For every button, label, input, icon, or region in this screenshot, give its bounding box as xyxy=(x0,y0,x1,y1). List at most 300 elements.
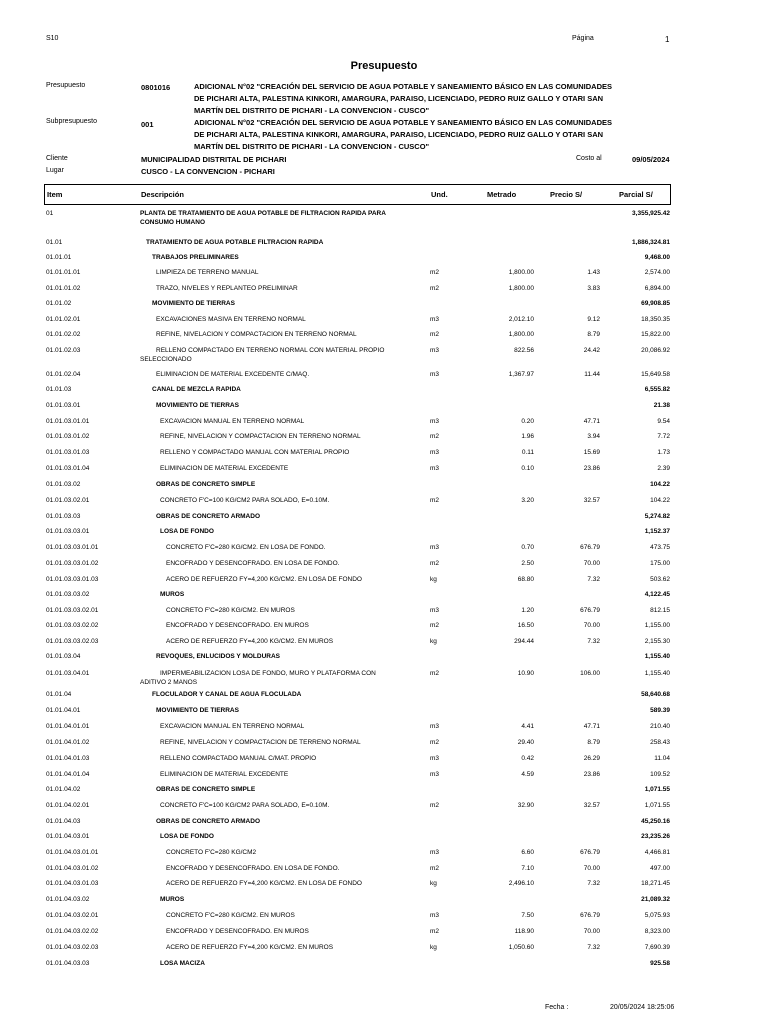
row-item-code: 01.01.03.01.02 xyxy=(46,433,90,440)
table-row xyxy=(0,300,768,316)
col-und: Und. xyxy=(431,190,448,199)
row-item-code: 01.01.03.01.04 xyxy=(46,465,90,472)
row-item-code: 01 xyxy=(46,210,54,217)
row-metrado: 118.90 xyxy=(514,928,534,935)
row-description: LOSA MACIZA xyxy=(160,960,205,967)
row-metrado: 1,050.60 xyxy=(508,944,534,951)
table-row xyxy=(0,896,768,912)
row-precio: 26.29 xyxy=(583,755,600,762)
row-description: RELLENO COMPACTADO EN TERRENO NORMAL CON MATERIAL PROPIO xyxy=(156,347,385,354)
row-description: ENCOFRADO Y DESENCOFRADO. EN MUROS xyxy=(166,928,309,935)
table-row xyxy=(0,591,768,607)
row-parcial: 21.38 xyxy=(653,402,670,409)
costo-date: 09/05/2024 xyxy=(632,155,670,164)
row-metrado: 4.59 xyxy=(521,771,534,778)
col-parcial: Parcial S/ xyxy=(619,190,653,199)
row-description: CONCRETO F'C=280 KG/CM2 xyxy=(166,849,257,856)
row-description: RELLENO Y COMPACTADO MANUAL CON MATERIAL PROPIO xyxy=(160,449,350,456)
table-row xyxy=(0,210,768,226)
table-row xyxy=(0,418,768,434)
row-parcial: 9.54 xyxy=(657,418,670,425)
table-row xyxy=(0,347,768,363)
row-precio: 47.71 xyxy=(583,723,600,730)
row-parcial: 11.04 xyxy=(654,755,670,762)
row-parcial: 20,086.92 xyxy=(641,347,670,354)
row-item-code: 01.01.03.02.01 xyxy=(46,497,90,504)
row-description: TRAZO, NIVELES Y REPLANTEO PRELIMINAR xyxy=(156,285,298,292)
table-row xyxy=(0,254,768,270)
row-parcial: 175.00 xyxy=(650,560,670,567)
row-precio: 70.00 xyxy=(583,622,600,629)
row-precio: 7.32 xyxy=(587,576,600,583)
row-description: MOVIMIENTO DE TIERRAS xyxy=(156,707,239,714)
table-row xyxy=(0,755,768,771)
table-row xyxy=(0,449,768,465)
row-description: EXCAVACION MANUAL EN TERRENO NORMAL xyxy=(160,723,305,730)
row-precio: 15.69 xyxy=(583,449,600,456)
row-precio: 8.79 xyxy=(587,739,600,746)
page-label: Página xyxy=(572,35,594,42)
row-item-code: 01.01.02.01 xyxy=(46,316,81,323)
row-unit: m2 xyxy=(430,928,440,935)
row-description: ACERO DE REFUERZO FY=4,200 KG/CM2. EN LOSA DE FONDO xyxy=(166,576,362,583)
fecha-value: 20/05/2024 18:25:06 xyxy=(610,1004,675,1011)
row-unit: m3 xyxy=(430,771,440,778)
row-description-cont: ADITIVO 2 MANOS xyxy=(140,679,198,686)
row-precio: 11.44 xyxy=(584,371,600,378)
row-parcial: 23,235.26 xyxy=(641,833,670,840)
row-unit: kg xyxy=(430,880,437,887)
row-description: MUROS xyxy=(160,591,185,598)
row-description: MUROS xyxy=(160,896,185,903)
row-item-code: 01.01.04 xyxy=(46,691,72,698)
row-metrado: 32.90 xyxy=(517,802,534,809)
row-parcial: 589.39 xyxy=(650,707,670,714)
row-unit: m3 xyxy=(430,607,440,614)
row-description: ELIMINACION DE MATERIAL EXCEDENTE xyxy=(160,771,289,778)
row-unit: m3 xyxy=(430,371,440,378)
row-parcial: 4,122.45 xyxy=(644,591,670,598)
row-unit: m2 xyxy=(430,497,440,504)
table-row xyxy=(0,316,768,332)
row-metrado: 6.60 xyxy=(521,849,534,856)
table-row xyxy=(0,670,768,686)
row-unit: m2 xyxy=(430,865,440,872)
row-parcial: 21,089.32 xyxy=(641,896,670,903)
row-metrado: 1,800.00 xyxy=(508,269,534,276)
row-precio: 9.12 xyxy=(587,316,600,323)
row-precio: 23.86 xyxy=(583,771,600,778)
subpresupuesto-code: 001 xyxy=(141,120,154,129)
row-unit: m2 xyxy=(430,802,440,809)
row-item-code: 01.01.03.02 xyxy=(46,481,81,488)
row-description: MOVIMIENTO DE TIERRAS xyxy=(152,300,235,307)
row-precio: 70.00 xyxy=(583,928,600,935)
row-precio: 1.43 xyxy=(587,269,600,276)
row-item-code: 01.01.03.03.02.02 xyxy=(46,622,99,629)
col-metrado: Metrado xyxy=(487,190,517,199)
row-precio: 24.42 xyxy=(583,347,600,354)
table-row xyxy=(0,638,768,654)
row-parcial: 1,071.55 xyxy=(644,786,670,793)
row-parcial: 18,350.35 xyxy=(641,316,670,323)
row-precio: 676.79 xyxy=(580,912,600,919)
table-row xyxy=(0,944,768,960)
row-parcial: 2,155.30 xyxy=(644,638,670,645)
row-parcial: 497.00 xyxy=(650,865,670,872)
row-item-code: 01.01.03.01.01 xyxy=(46,418,90,425)
row-item-code: 01.01.03.04 xyxy=(46,653,81,660)
row-item-code: 01.01.04.01.02 xyxy=(46,739,90,746)
row-description: REFINE, NIVELACION Y COMPACTACION EN TERRENO NORMAL xyxy=(160,433,361,440)
row-parcial: 15,822.00 xyxy=(641,331,670,338)
row-metrado: 2,496.10 xyxy=(508,880,534,887)
row-item-code: 01.01.03.03.01.03 xyxy=(46,576,99,583)
lugar-value: CUSCO - LA CONVENCION - PICHARI xyxy=(141,167,275,176)
row-parcial: 69,908.85 xyxy=(641,300,670,307)
row-description: CANAL DE MEZCLA RAPIDA xyxy=(152,386,241,393)
row-parcial: 104.22 xyxy=(650,481,670,488)
table-row xyxy=(0,802,768,818)
row-parcial: 210.40 xyxy=(650,723,670,730)
row-parcial: 2.39 xyxy=(657,465,670,472)
row-description: ENCOFRADO Y DESENCOFRADO. EN MUROS xyxy=(166,622,309,629)
row-precio: 676.79 xyxy=(580,607,600,614)
row-unit: m3 xyxy=(430,449,440,456)
row-metrado: 68.80 xyxy=(517,576,534,583)
row-parcial: 8,323.00 xyxy=(644,928,670,935)
row-unit: m3 xyxy=(430,912,440,919)
table-row xyxy=(0,544,768,560)
row-item-code: 01.01.04.03.02.03 xyxy=(46,944,99,951)
row-parcial: 15,649.58 xyxy=(641,371,670,378)
row-item-code: 01.01.03.03.02.01 xyxy=(46,607,99,614)
row-item-code: 01.01.04.03.03 xyxy=(46,960,90,967)
row-metrado: 1.96 xyxy=(521,433,534,440)
row-item-code: 01.01.03.03.01 xyxy=(46,528,90,535)
table-row xyxy=(0,371,768,387)
row-parcial: 3,355,925.42 xyxy=(632,210,670,217)
row-parcial: 5,274.82 xyxy=(644,513,670,520)
row-parcial: 6,894.00 xyxy=(644,285,670,292)
row-item-code: 01.01.03.04.01 xyxy=(46,670,90,677)
row-item-code: 01.01.03.03.01.02 xyxy=(46,560,99,567)
table-row xyxy=(0,513,768,529)
row-precio: 676.79 xyxy=(580,849,600,856)
table-row xyxy=(0,880,768,896)
row-parcial: 4,466.81 xyxy=(644,849,670,856)
row-parcial: 104.22 xyxy=(650,497,670,504)
row-precio: 8.79 xyxy=(587,331,600,338)
row-parcial: 6,555.82 xyxy=(644,386,670,393)
row-precio: 3.94 xyxy=(587,433,600,440)
row-metrado: 7.10 xyxy=(521,865,534,872)
row-unit: m2 xyxy=(430,622,440,629)
row-parcial: 7.72 xyxy=(657,433,670,440)
row-description: CONCRETO F'C=280 KG/CM2. EN MUROS xyxy=(166,912,295,919)
row-item-code: 01.01.02.03 xyxy=(46,347,81,354)
row-unit: m2 xyxy=(430,331,440,338)
row-parcial: 503.62 xyxy=(650,576,670,583)
row-description: ENCOFRADO Y DESENCOFRADO. EN LOSA DE FONDO. xyxy=(166,865,340,872)
row-unit: kg xyxy=(430,638,437,645)
row-item-code: 01.01.04.02.01 xyxy=(46,802,90,809)
row-description-cont: CONSUMO HUMANO xyxy=(140,219,205,226)
row-precio: 7.32 xyxy=(587,944,600,951)
table-row xyxy=(0,739,768,755)
row-item-code: 01.01.01 xyxy=(46,254,72,261)
row-description: ELIMINACION DE MATERIAL EXCEDENTE C/MAQ. xyxy=(156,371,310,378)
row-description: CONCRETO F'C=100 KG/CM2 PARA SOLADO, E=0.10M. xyxy=(160,497,330,504)
table-row xyxy=(0,771,768,787)
row-description: IMPERMEABILIZACION LOSA DE FONDO, MURO Y PLATAFORMA CON xyxy=(160,670,376,677)
table-row xyxy=(0,607,768,623)
row-item-code: 01.01.04.03.01.02 xyxy=(46,865,99,872)
row-description: EXCAVACIONES MASIVA EN TERRENO NORMAL xyxy=(156,316,306,323)
row-unit: m3 xyxy=(430,723,440,730)
row-precio: 7.32 xyxy=(587,638,600,645)
table-row xyxy=(0,833,768,849)
row-metrado: 0.10 xyxy=(521,465,534,472)
column-header xyxy=(44,184,671,205)
row-metrado: 29.40 xyxy=(517,739,534,746)
table-row xyxy=(0,622,768,638)
row-parcial: 258.43 xyxy=(650,739,670,746)
row-item-code: 01.01.04.03.01 xyxy=(46,833,90,840)
row-unit: m2 xyxy=(430,670,440,677)
row-item-code: 01.01.04.02 xyxy=(46,786,81,793)
table-row xyxy=(0,497,768,513)
row-metrado: 0.11 xyxy=(521,449,534,456)
row-parcial: 5,075.93 xyxy=(644,912,670,919)
row-parcial: 1,155.00 xyxy=(644,622,670,629)
page-title: Presupuesto xyxy=(350,60,418,72)
row-precio: 3.83 xyxy=(587,285,600,292)
table-row xyxy=(0,285,768,301)
row-item-code: 01.01.03.03.02 xyxy=(46,591,90,598)
row-parcial: 58,640.68 xyxy=(641,691,670,698)
row-item-code: 01.01.04.01.04 xyxy=(46,771,90,778)
row-item-code: 01.01 xyxy=(46,239,63,246)
table-row xyxy=(0,960,768,976)
row-metrado: 1.20 xyxy=(521,607,534,614)
row-item-code: 01.01.04.03.02 xyxy=(46,896,90,903)
row-unit: m3 xyxy=(430,849,440,856)
lugar-label: Lugar xyxy=(46,167,64,174)
row-unit: m3 xyxy=(430,544,440,551)
col-descripcion: Descripción xyxy=(141,190,184,199)
row-description: CONCRETO F'C=280 KG/CM2. EN LOSA DE FONDO. xyxy=(166,544,326,551)
table-row xyxy=(0,818,768,834)
row-description: OBRAS DE CONCRETO ARMADO xyxy=(156,513,261,520)
row-description: ENCOFRADO Y DESENCOFRADO. EN LOSA DE FONDO. xyxy=(166,560,340,567)
row-item-code: 01.01.04.03 xyxy=(46,818,81,825)
row-unit: m3 xyxy=(430,418,440,425)
row-item-code: 01.01.04.01 xyxy=(46,707,81,714)
row-metrado: 0.70 xyxy=(521,544,534,551)
subpresupuesto-label: Subpresupuesto xyxy=(46,118,97,125)
table-row xyxy=(0,928,768,944)
row-unit: kg xyxy=(430,576,437,583)
page-number: 1 xyxy=(665,35,670,44)
row-parcial: 473.75 xyxy=(650,544,670,551)
fecha-label: Fecha : xyxy=(545,1004,569,1011)
row-unit: m3 xyxy=(430,755,440,762)
row-description: CONCRETO F'C=280 KG/CM2. EN MUROS xyxy=(166,607,295,614)
presupuesto-code: 0801016 xyxy=(141,83,171,92)
row-description: REVOQUES, ENLUCIDOS Y MOLDURAS xyxy=(156,653,280,660)
row-parcial: 109.52 xyxy=(650,771,670,778)
row-metrado: 3.20 xyxy=(521,497,534,504)
row-unit: m3 xyxy=(430,316,440,323)
row-description: OBRAS DE CONCRETO ARMADO xyxy=(156,818,261,825)
table-row xyxy=(0,402,768,418)
table-row xyxy=(0,912,768,928)
row-description: ACERO DE REFUERZO FY=4,200 KG/CM2. EN MUROS xyxy=(166,944,334,951)
table-row xyxy=(0,465,768,481)
row-metrado: 7.50 xyxy=(521,912,534,919)
table-row xyxy=(0,239,768,255)
row-metrado: 1,367.97 xyxy=(508,371,534,378)
row-item-code: 01.01.04.03.01.01 xyxy=(46,849,99,856)
table-row xyxy=(0,560,768,576)
row-precio: 676.79 xyxy=(580,544,600,551)
row-item-code: 01.01.03 xyxy=(46,386,72,393)
row-metrado: 294.44 xyxy=(514,638,534,645)
row-parcial: 2,574.00 xyxy=(644,269,670,276)
row-item-code: 01.01.02.04 xyxy=(46,371,81,378)
row-description: LOSA DE FONDO xyxy=(160,833,214,840)
row-item-code: 01.01.03.03 xyxy=(46,513,81,520)
row-description: LOSA DE FONDO xyxy=(160,528,214,535)
row-parcial: 1,071.55 xyxy=(644,802,670,809)
row-parcial: 45,250.16 xyxy=(641,818,670,825)
row-description: ACERO DE REFUERZO FY=4,200 KG/CM2. EN MUROS xyxy=(166,638,334,645)
row-parcial: 812.15 xyxy=(650,607,670,614)
row-item-code: 01.01.03.03.01.01 xyxy=(46,544,99,551)
row-unit: m2 xyxy=(430,285,440,292)
row-description: LIMPIEZA DE TERRENO MANUAL xyxy=(156,269,259,276)
table-row xyxy=(0,481,768,497)
col-item: Item xyxy=(47,190,63,199)
row-item-code: 01.01.03.03.02.03 xyxy=(46,638,99,645)
row-item-code: 01.01.01.02 xyxy=(46,285,81,292)
table-row xyxy=(0,386,768,402)
row-unit: m2 xyxy=(430,739,440,746)
row-unit: m3 xyxy=(430,347,440,354)
row-metrado: 10.90 xyxy=(517,670,534,677)
table-row xyxy=(0,528,768,544)
subpresupuesto-description: ADICIONAL N°02 "CREACIÓN DEL SERVICIO DE AGUA POTABLE Y SANEAMIENTO BÁSICO EN LAS COMUNIDADES DE PICHARI ALTA, PALESTINA KINKORI, AMARGURA, PARAISO, LICENCIADO, PEDRO RUIZ GALLO Y OTARI SAN MARTÍN DEL DISTRITO DE PICHARI - LA CONVENCION - CUSCO" xyxy=(194,118,612,151)
table-row xyxy=(0,653,768,669)
row-item-code: 01.01.04.01.03 xyxy=(46,755,90,762)
table-row xyxy=(0,786,768,802)
row-description: ACERO DE REFUERZO FY=4,200 KG/CM2. EN LOSA DE FONDO xyxy=(166,880,362,887)
row-precio: 7.32 xyxy=(587,880,600,887)
row-metrado: 1,800.00 xyxy=(508,331,534,338)
row-unit: kg xyxy=(430,944,437,951)
row-description: PLANTA DE TRATAMIENTO DE AGUA POTABLE DE FILTRACION RAPIDA PARA xyxy=(140,210,386,217)
row-metrado: 2.50 xyxy=(521,560,534,567)
row-description: FLOCULADOR Y CANAL DE AGUA FLOCULADA xyxy=(152,691,302,698)
table-row xyxy=(0,849,768,865)
row-precio: 106.00 xyxy=(580,670,600,677)
table-row xyxy=(0,865,768,881)
cliente-label: Cliente xyxy=(46,155,68,162)
col-precio: Precio S/ xyxy=(550,190,583,199)
table-row xyxy=(0,576,768,592)
row-parcial: 1,155.40 xyxy=(644,670,670,677)
row-description: TRATAMIENTO DE AGUA POTABLE FILTRACION RAPIDA xyxy=(146,239,324,246)
presupuesto-label: Presupuesto xyxy=(46,82,86,89)
row-metrado: 0.42 xyxy=(521,755,534,762)
row-unit: m2 xyxy=(430,433,440,440)
row-item-code: 01.01.04.01.01 xyxy=(46,723,90,730)
row-precio: 23.86 xyxy=(583,465,600,472)
row-item-code: 01.01.03.01.03 xyxy=(46,449,90,456)
row-description: MOVIMIENTO DE TIERRAS xyxy=(156,402,239,409)
row-parcial: 1,886,324.81 xyxy=(632,239,670,246)
row-item-code: 01.01.04.03.02.02 xyxy=(46,928,99,935)
row-unit: m3 xyxy=(430,465,440,472)
table-row xyxy=(0,691,768,707)
table-row xyxy=(0,723,768,739)
row-item-code: 01.01.04.03.02.01 xyxy=(46,912,99,919)
row-description-cont: SELECCIONADO xyxy=(140,356,192,363)
row-item-code: 01.01.02.02 xyxy=(46,331,81,338)
table-row xyxy=(0,433,768,449)
row-metrado: 822.56 xyxy=(514,347,534,354)
row-parcial: 1.73 xyxy=(657,449,670,456)
row-parcial: 1,155.40 xyxy=(644,653,670,660)
row-metrado: 0.20 xyxy=(521,418,534,425)
row-item-code: 01.01.02 xyxy=(46,300,72,307)
row-parcial: 18,271.45 xyxy=(641,880,670,887)
row-metrado: 2,012.10 xyxy=(508,316,534,323)
table-row xyxy=(0,269,768,285)
row-metrado: 4.41 xyxy=(521,723,534,730)
table-row xyxy=(0,707,768,723)
row-description: RELLENO COMPACTADO MANUAL C/MAT. PROPIO xyxy=(160,755,317,762)
table-row xyxy=(0,331,768,347)
row-item-code: 01.01.03.01 xyxy=(46,402,81,409)
row-parcial: 7,690.39 xyxy=(644,944,670,951)
row-description: OBRAS DE CONCRETO SIMPLE xyxy=(156,481,256,488)
report-code: S10 xyxy=(46,35,59,42)
row-description: EXCAVACION MANUAL EN TERRENO NORMAL xyxy=(160,418,305,425)
row-precio: 47.71 xyxy=(583,418,600,425)
row-description: REFINE, NIVELACION Y COMPACTACION DE TERRENO NORMAL xyxy=(160,739,361,746)
row-unit: m2 xyxy=(430,560,440,567)
row-item-code: 01.01.01.01 xyxy=(46,269,81,276)
row-precio: 70.00 xyxy=(583,865,600,872)
row-precio: 32.57 xyxy=(583,497,600,504)
presupuesto-description: ADICIONAL N°02 "CREACIÓN DEL SERVICIO DE AGUA POTABLE Y SANEAMIENTO BÁSICO EN LAS COMUNIDADES DE PICHARI ALTA, PALESTINA KINKORI, AMARGURA, PARAISO, LICENCIADO, PEDRO RUIZ GALLO Y OTARI SAN MARTÍN DEL DISTRITO DE PICHARI - LA CONVENCION - CUSCO" xyxy=(194,82,612,115)
row-precio: 70.00 xyxy=(583,560,600,567)
row-metrado: 16.50 xyxy=(517,622,534,629)
costo-label: Costo al xyxy=(576,155,602,162)
row-description: TRABAJOS PRELIMINARES xyxy=(152,254,239,261)
row-description: OBRAS DE CONCRETO SIMPLE xyxy=(156,786,256,793)
cliente-value: MUNICIPALIDAD DISTRITAL DE PICHARI xyxy=(141,155,287,164)
row-parcial: 9,468.00 xyxy=(644,254,670,261)
row-parcial: 1,152.37 xyxy=(644,528,670,535)
row-item-code: 01.01.04.03.01.03 xyxy=(46,880,99,887)
row-precio: 32.57 xyxy=(583,802,600,809)
row-description: CONCRETO F'C=100 KG/CM2 PARA SOLADO, E=0.10M. xyxy=(160,802,330,809)
row-description: ELIMINACION DE MATERIAL EXCEDENTE xyxy=(160,465,289,472)
row-metrado: 1,800.00 xyxy=(508,285,534,292)
